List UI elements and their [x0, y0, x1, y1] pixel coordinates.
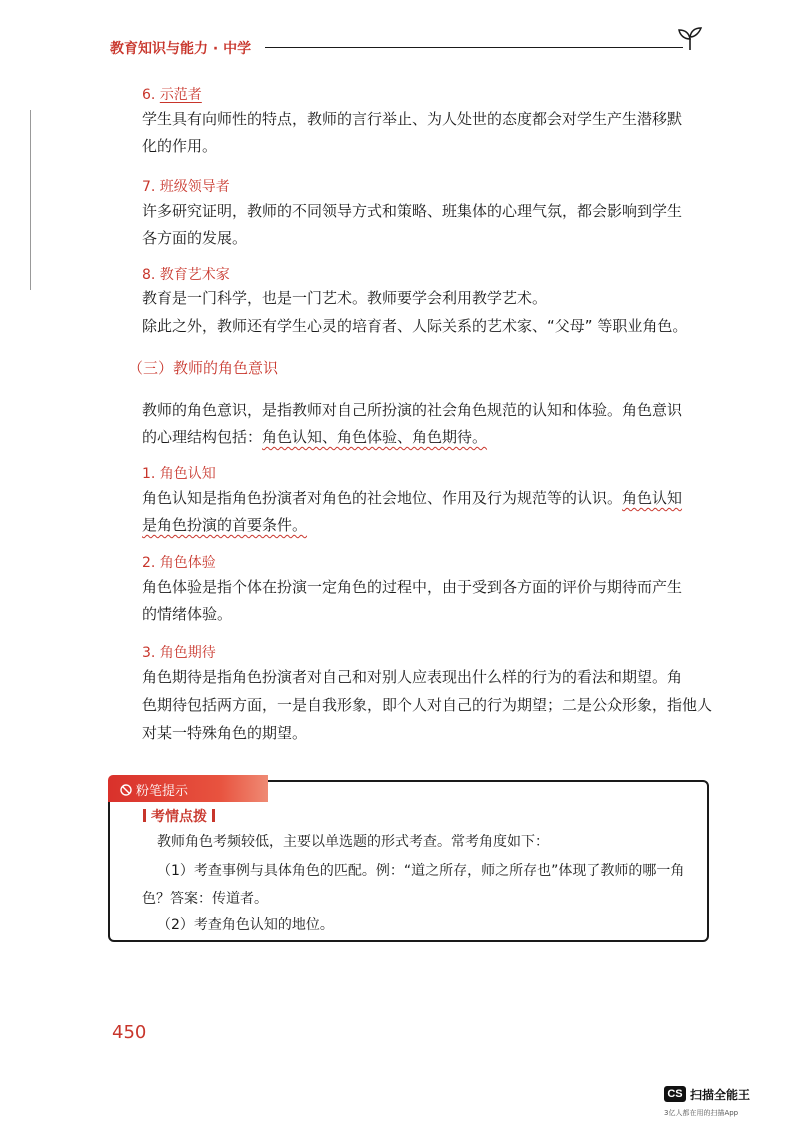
running-header-title: 教育知识与能力 · 中学 [110, 41, 252, 57]
section-7-heading: 7. 班级领导者 [142, 179, 230, 195]
part-3-intro-line-2 [142, 424, 487, 451]
role-expectation-line-3: 对某一特殊角色的期望。 [142, 724, 308, 742]
section-7-line-2: 各方面的发展。 [142, 229, 248, 247]
role-structure-highlight: 角色认知、角色体验、角色期待。 [262, 428, 488, 446]
page-number: 450 [112, 1022, 147, 1043]
role-cognition-text: 角色认知是指角色扮演者对角色的社会地位、作用及行为规范等的认识。 [142, 489, 623, 507]
tip-line-4: （2）考查角色认知的地位。 [157, 917, 334, 933]
camscanner-logo: CS [664, 1086, 686, 1102]
sprout-icon [676, 26, 704, 52]
tip-line-1: 教师角色考频较低，主要以单选题的形式考查。常考角度如下： [157, 834, 549, 850]
role-expectation-heading: 3. 角色期待 [142, 645, 216, 661]
part-3-heading: （三）教师的角色意识 [128, 359, 279, 377]
tip-heading-bar-right [212, 809, 215, 822]
header-rule [265, 47, 683, 48]
section-8-line-2: 除此之外，教师还有学生心灵的培育者、人际关系的艺术家、“父母” 等职业角色。 [142, 317, 688, 335]
role-experience-heading: 2. 角色体验 [142, 555, 216, 571]
no-sign-icon [120, 784, 132, 796]
scan-margin-line [30, 110, 31, 290]
camscanner-tagline: 3亿人都在用的扫描App [664, 1109, 739, 1117]
tip-tab-text: 粉笔提示 [136, 784, 189, 799]
role-cognition-line-2: 是角色扮演的首要条件。 [142, 516, 308, 534]
section-6-line-1: 学生具有向师性的特点，教师的言行举止、为人处世的态度都会对学生产生潜移默 [142, 110, 683, 128]
role-cognition-heading: 1. 角色认知 [142, 466, 216, 482]
tip-tab-label [120, 780, 188, 799]
tip-heading-bar-left [143, 809, 146, 822]
role-expectation-line-1: 角色期待是指角色扮演者对自己和对别人应表现出什么样的行为的看法和期望。角 [142, 668, 683, 686]
role-cognition-line-1 [142, 485, 682, 512]
role-expectation-line-2: 色期待包括两方面，一是自我形象，即个人对自己的行为期望；二是公众形象，指他人 [142, 696, 713, 714]
section-6-heading [142, 84, 202, 104]
section-7-line-1: 许多研究证明，教师的不同领导方式和策略、班集体的心理气氛，都会影响到学生 [142, 202, 683, 220]
section-6-line-2: 化的作用。 [142, 137, 218, 155]
tip-line-3: 色？答案：传道者。 [142, 891, 268, 907]
section-6-number: 6. [142, 87, 160, 103]
tip-heading [143, 806, 215, 826]
role-experience-line-2: 的情绪体验。 [142, 605, 233, 623]
camscanner-name: 扫描全能王 [690, 1088, 751, 1102]
tip-heading-text: 考情点拨 [151, 809, 207, 825]
role-cognition-highlight: 角色认知 [622, 489, 683, 507]
role-experience-line-1: 角色体验是指个体在扮演一定角色的过程中，由于受到各方面的评价与期待而产生 [142, 578, 683, 596]
section-8-heading: 8. 教育艺术家 [142, 267, 230, 283]
part-3-intro-line-1: 教师的角色意识，是指教师对自己所扮演的社会角色规范的认知和体验。角色意识 [142, 401, 683, 419]
part-3-intro-prefix: 的心理结构包括： [142, 428, 263, 446]
tip-line-2: （1）考查事例与具体角色的匹配。例：“道之所存，师之所存也”体现了教师的哪一角 [157, 863, 685, 879]
section-6-title: 示范者 [159, 87, 202, 103]
section-8-line-1: 教育是一门科学，也是一门艺术。教师要学会利用教学艺术。 [142, 289, 548, 307]
